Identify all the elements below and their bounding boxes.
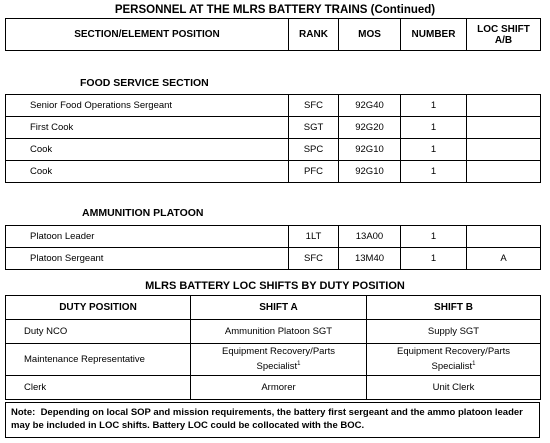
header-shift-a: SHIFT A xyxy=(191,296,367,320)
cell-number: 1 xyxy=(401,95,467,117)
footnote-mark: 1 xyxy=(472,360,476,367)
food-service-heading: FOOD SERVICE SECTION xyxy=(80,77,209,89)
cell-mos: 92G10 xyxy=(339,161,401,183)
shift-a-text: Armorer xyxy=(261,382,296,393)
header-shift-b: SHIFT B xyxy=(367,296,541,320)
shift-a-text-line1: Equipment Recovery/Parts xyxy=(222,345,335,357)
table-row xyxy=(6,226,541,248)
table-row xyxy=(6,376,541,400)
table-row xyxy=(6,248,541,270)
table-row xyxy=(6,320,541,344)
cell-mos: 92G40 xyxy=(339,95,401,117)
shift-b-text: Supply SGT xyxy=(427,326,480,337)
cell-position: Cook xyxy=(6,161,289,183)
cell-rank: PFC xyxy=(289,161,339,183)
cell-shift-b xyxy=(367,344,541,376)
personnel-header-table xyxy=(5,18,541,51)
header-rank: RANK xyxy=(289,19,339,51)
cell-rank: SFC xyxy=(289,95,339,117)
cell-duty: Maintenance Representative xyxy=(6,344,191,376)
cell-shift-b xyxy=(367,376,541,400)
header-number: NUMBER xyxy=(401,19,467,51)
cell-position: First Cook xyxy=(6,117,289,139)
table-row xyxy=(6,139,541,161)
loc-shifts-table xyxy=(5,295,541,400)
cell-rank: SPC xyxy=(289,139,339,161)
cell-number: 1 xyxy=(401,117,467,139)
page-title: PERSONNEL AT THE MLRS BATTERY TRAINS (Continued) xyxy=(114,4,436,16)
cell-loc xyxy=(467,226,541,248)
header-position: SECTION/ELEMENT POSITION xyxy=(6,19,289,51)
header-duty-position: DUTY POSITION xyxy=(6,296,191,320)
table-row xyxy=(6,117,541,139)
cell-loc: A xyxy=(467,248,541,270)
header-mos: MOS xyxy=(339,19,401,51)
loc-shifts-title: MLRS BATTERY LOC SHIFTS BY DUTY POSITION xyxy=(145,280,405,292)
cell-position: Platoon Sergeant xyxy=(6,248,289,270)
ammunition-heading: AMMUNITION PLATOON xyxy=(82,207,204,219)
cell-number: 1 xyxy=(401,248,467,270)
shift-b-text: Unit Clerk xyxy=(432,382,475,393)
shift-b-text-line2: Specialist xyxy=(431,361,473,373)
table-row xyxy=(6,344,541,376)
cell-number: 1 xyxy=(401,161,467,183)
cell-mos: 13M40 xyxy=(339,248,401,270)
cell-rank: 1LT xyxy=(289,226,339,248)
cell-loc xyxy=(467,95,541,117)
cell-loc xyxy=(467,117,541,139)
cell-shift-a xyxy=(191,344,367,376)
cell-number: 1 xyxy=(401,139,467,161)
note-text: Depending on local SOP and mission requirements, the battery first sergeant and the ammo platoon leader may be included in LOC shifts. Battery LOC could be collocated with the BOC. xyxy=(11,407,523,431)
cell-rank: SGT xyxy=(289,117,339,139)
cell-mos: 13A00 xyxy=(339,226,401,248)
table-row xyxy=(6,161,541,183)
cell-number: 1 xyxy=(401,226,467,248)
note-box xyxy=(5,402,540,438)
ammunition-table xyxy=(5,225,541,270)
cell-shift-a xyxy=(191,376,367,400)
cell-position: Platoon Leader xyxy=(6,226,289,248)
table-row xyxy=(6,95,541,117)
cell-shift-b xyxy=(367,320,541,344)
shift-a-text: Ammunition Platoon SGT xyxy=(224,326,333,337)
cell-mos: 92G10 xyxy=(339,139,401,161)
cell-position: Senior Food Operations Sergeant xyxy=(6,95,289,117)
food-service-table xyxy=(5,94,541,183)
cell-shift-a xyxy=(191,320,367,344)
cell-loc xyxy=(467,161,541,183)
cell-duty: Clerk xyxy=(6,376,191,400)
note-label: Note: xyxy=(11,407,36,418)
shift-b-text-line1: Equipment Recovery/Parts xyxy=(397,345,510,357)
header-loc: LOC SHIFT A/B xyxy=(467,19,541,51)
cell-mos: 92G20 xyxy=(339,117,401,139)
cell-duty: Duty NCO xyxy=(6,320,191,344)
shift-a-text-line2: Specialist xyxy=(256,361,298,373)
cell-loc xyxy=(467,139,541,161)
cell-rank: SFC xyxy=(289,248,339,270)
cell-position: Cook xyxy=(6,139,289,161)
footnote-mark: 1 xyxy=(297,360,301,367)
